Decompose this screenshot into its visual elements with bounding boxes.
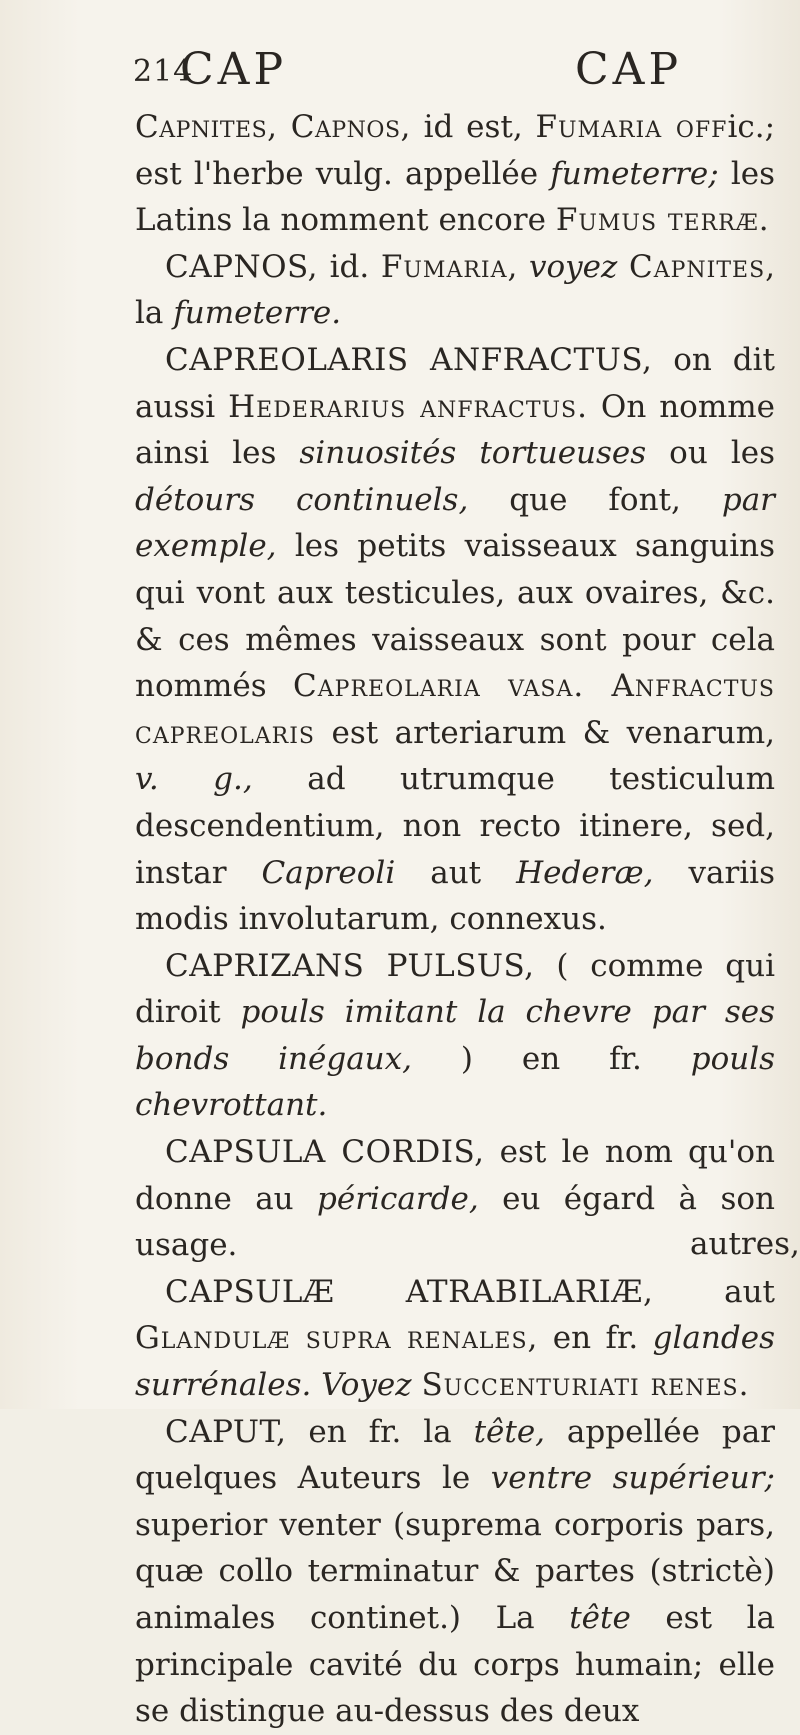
dictionary-text: [135, 104, 775, 1735]
headword: CAPREOLARIS ANFRACTUS,: [165, 341, 653, 378]
latin-term: Fumus terræ.: [555, 202, 770, 239]
latin-term: Fumaria off: [535, 109, 728, 145]
entry-caprizans: CAPRIZANS PULSUS, ( comme qui diroit pouls imitant la chevre par ses bonds inégaux, ) en fr. pouls chevrottant.: [135, 947, 776, 1124]
running-head-right: CAP: [575, 44, 683, 95]
latin-term: Fumaria: [380, 248, 508, 285]
entry-capsulae-atrabilariae: CAPSULÆ ATRABILARIÆ, aut Glandulæ supra renales, en fr. glandes surrénales. Voyez Succenturiati renes.: [135, 1273, 775, 1404]
entry-capsula-cordis: CAPSULA CORDIS, est le nom qu'on donne au péricarde, eu égard à son usage.: [135, 1134, 775, 1264]
running-head-left: CAP: [180, 44, 288, 95]
entry-capreolaris: CAPREOLARIS ANFRACTUS, on dit aussi Hederarius anfractus. On nomme ainsi les sinuosités tortueuses ou les détours continuels, que font, par exemple, les petits vaisseaux sanguins qui vont aux testicules, aux ovaires, &c. & ces mêmes vaisseaux sont pour cela nommés Capreolaria vasa. Anfractus capreolaris est arteriarum & venarum, v. g., ad utrumque testiculum descendentium, non recto itinere, sed, instar Capreoli aut Hederæ, variis modis involutarum, connexus.: [135, 341, 776, 938]
entry-capnites: Capnites, Capnos, id est, Fumaria offic.; est l'herbe vulg. appellée fumeterre; les Latins la nomment encore Fumus terræ.: [135, 109, 776, 239]
page-header: [0, 34, 800, 94]
headword: CAPSULÆ ATRABILARIÆ,: [165, 1273, 654, 1310]
headword: CAPSULA CORDIS,: [165, 1134, 485, 1171]
page-number: 214: [133, 54, 194, 89]
latin-term: Hederarius anfractus.: [228, 388, 588, 425]
latin-term: Capreolaria vasa. Anfractus capreolaris: [135, 668, 775, 751]
entry-capnos: CAPNOS, id. Fumaria, voyez Capnites, la fumeterre.: [135, 248, 775, 332]
headword: CAPNOS,: [165, 248, 318, 285]
latin-term: Glandulæ supra renales,: [135, 1320, 539, 1357]
cross-reference: Succenturiati renes.: [421, 1367, 750, 1404]
entry-caput: CAPUT, en fr. la tête, appellée par quelques Auteurs le ventre supérieur; superior venter (suprema corporis pars, quæ collo terminatur & partes (strictè) animales continet.) La tête est la principale cavité du corps humain; elle se distingue au-dessus des deux: [135, 1413, 776, 1730]
cross-reference: Capnites: [628, 248, 766, 285]
catchword: autres,: [690, 1226, 800, 1262]
headword: CAPUT,: [165, 1413, 287, 1450]
headword: CAPRIZANS PULSUS,: [165, 947, 535, 984]
headword: Capnites, Capnos,: [135, 109, 411, 145]
